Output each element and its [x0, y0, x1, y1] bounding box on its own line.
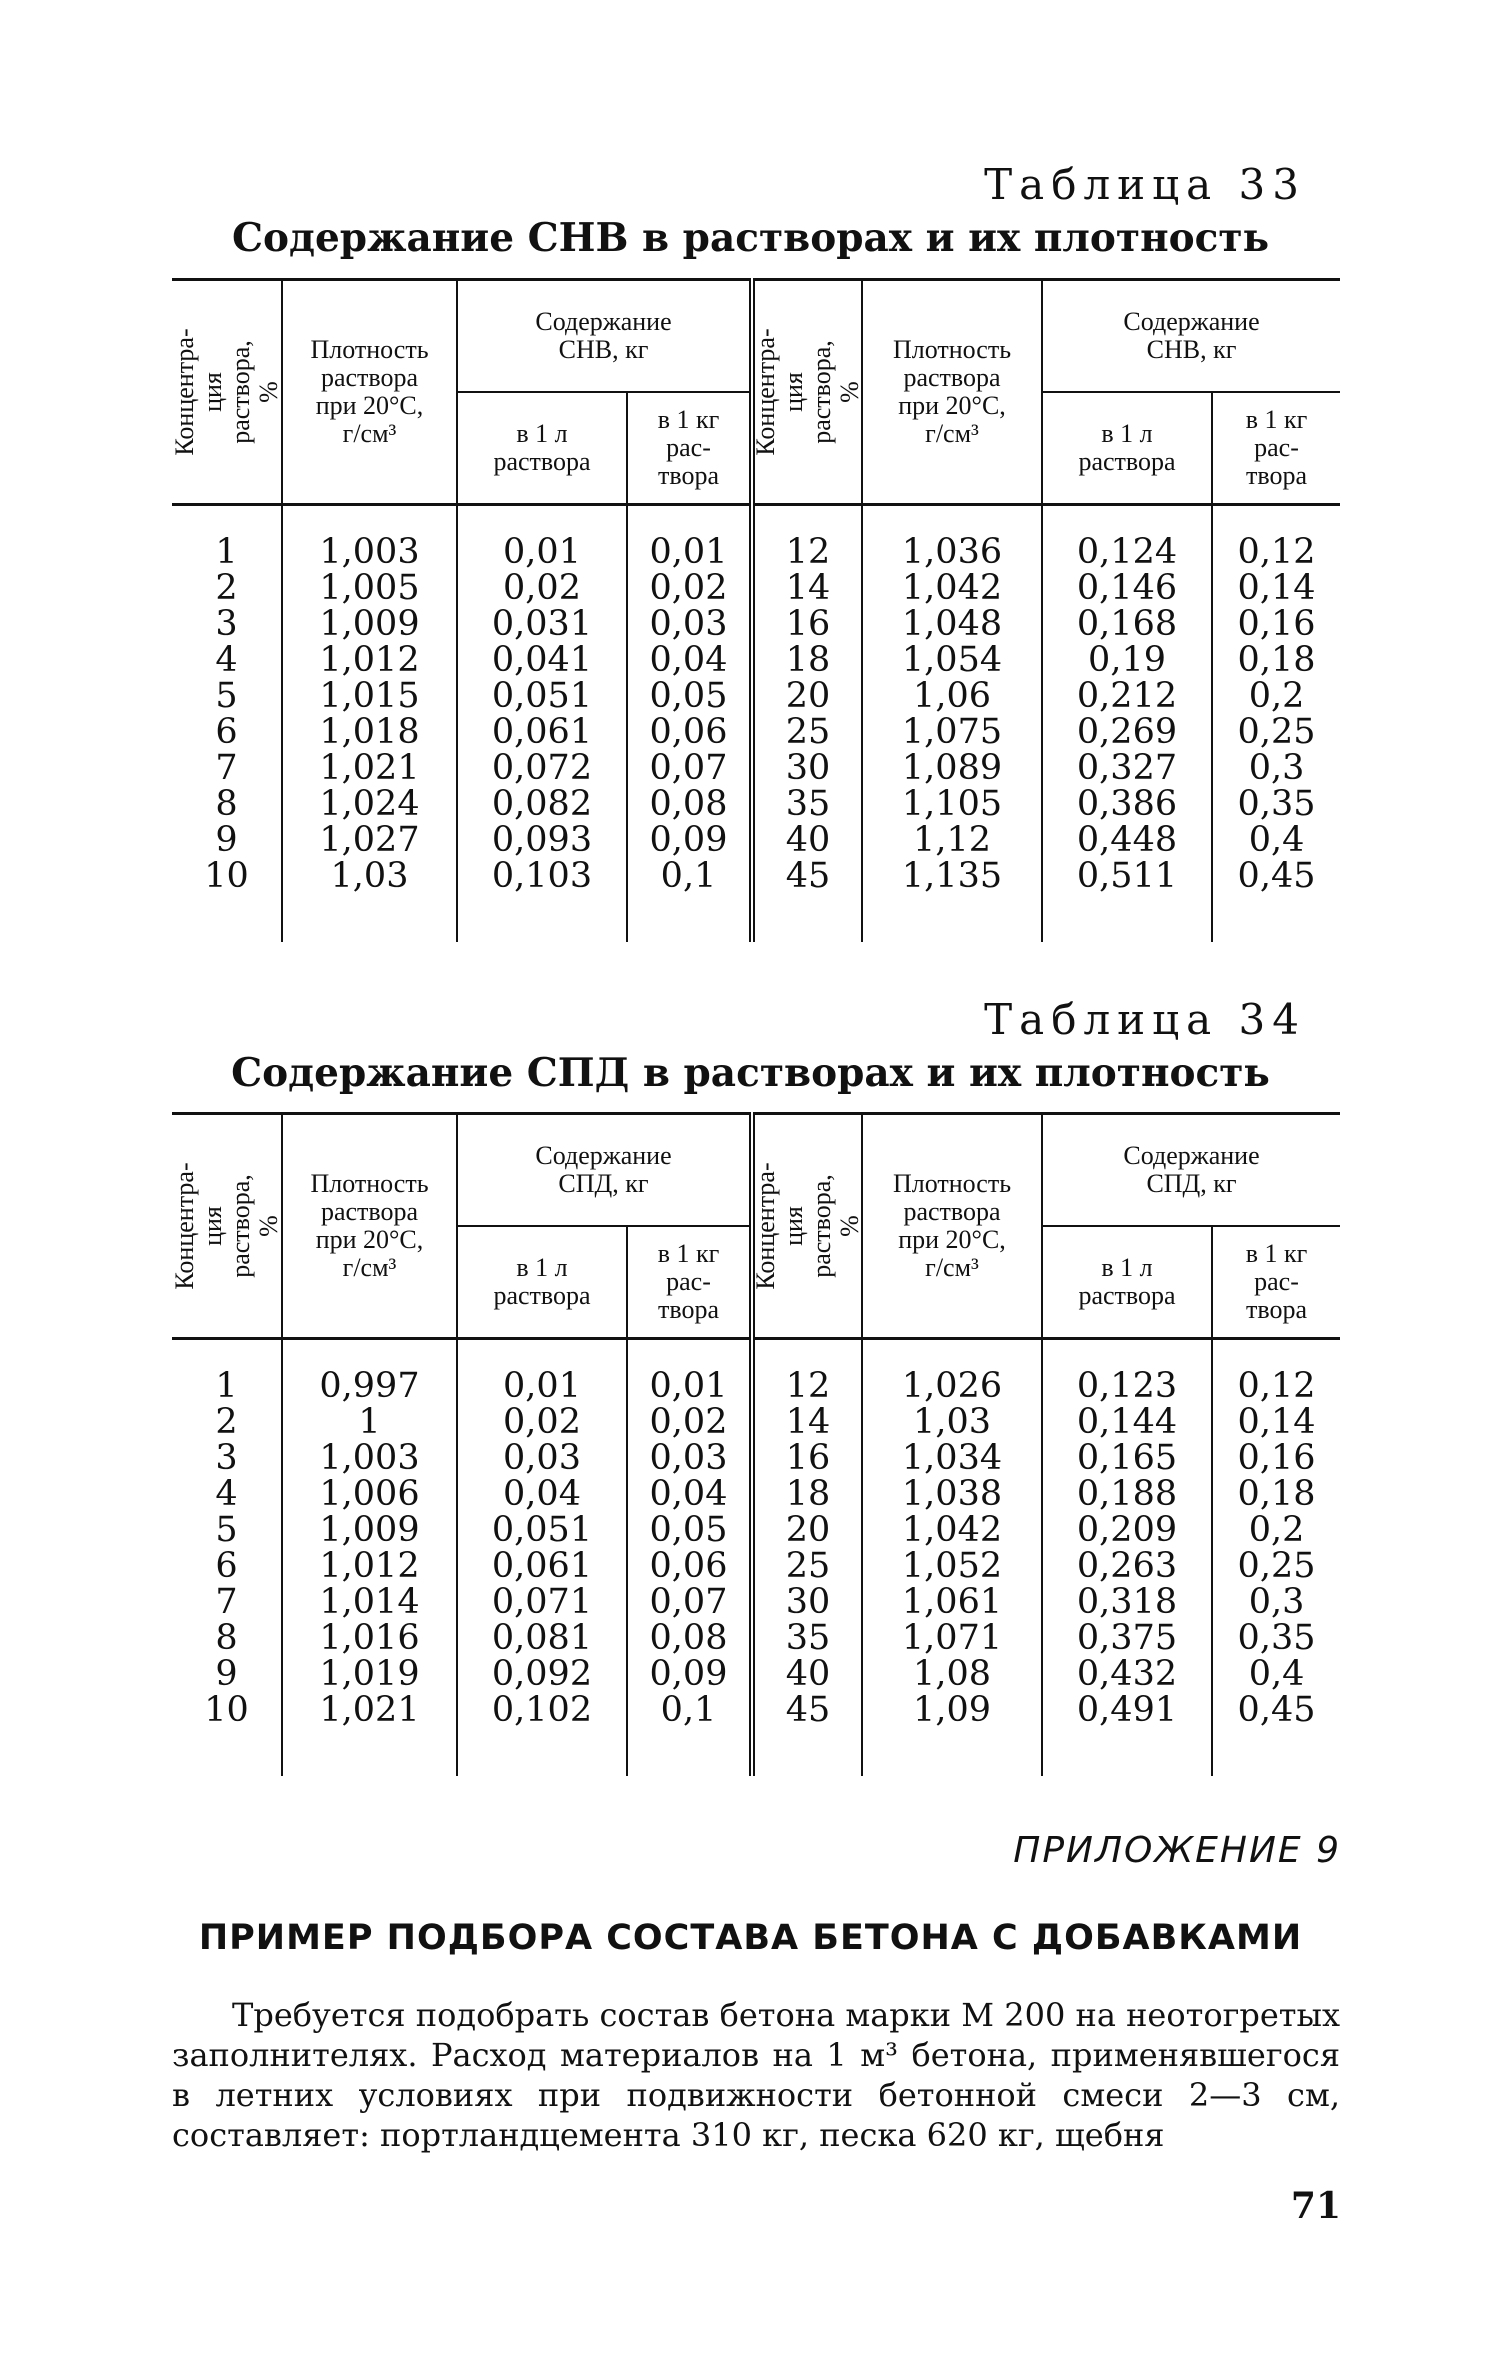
cell-per-liter: 0,102 — [457, 1692, 627, 1776]
cell-concentration-2: 18 — [752, 1476, 862, 1512]
cell-concentration: 9 — [215, 820, 238, 860]
cell-concentration: 5 — [215, 676, 238, 716]
table-row — [172, 678, 1340, 714]
header-per-liter-2: в 1 л раствора — [1042, 1226, 1212, 1339]
cell-concentration-2: 30 — [752, 1584, 862, 1620]
cell-per-kg: 0,02 — [627, 570, 752, 606]
cell-concentration-2: 25 — [752, 714, 862, 750]
cell-per-liter-2: 0,511 — [1042, 858, 1212, 942]
cell-concentration-2: 14 — [752, 570, 862, 606]
cell-density: 0,997 — [282, 1339, 457, 1405]
cell-per-liter-2: 0,146 — [1042, 570, 1212, 606]
table-row — [172, 1656, 1340, 1692]
table-row — [172, 1584, 1340, 1620]
cell-concentration-2: 30 — [752, 750, 862, 786]
cell-concentration-2: 40 — [752, 1656, 862, 1692]
header-concentration-2: Концентра- ция раствора, % — [752, 1114, 862, 1339]
cell-density: 1,003 — [282, 505, 457, 571]
cell-per-kg: 0,03 — [627, 1440, 752, 1476]
cell-concentration: 1 — [215, 1366, 238, 1406]
cell-concentration-2: 25 — [752, 1548, 862, 1584]
cell-per-kg: 0,09 — [627, 822, 752, 858]
cell-concentration: 1 — [215, 532, 238, 572]
table-row — [172, 1440, 1340, 1476]
cell-per-liter-2: 0,263 — [1042, 1548, 1212, 1584]
cell-density: 1,003 — [282, 1440, 457, 1476]
cell-density: 1,027 — [282, 822, 457, 858]
page-number: 71 — [1290, 2185, 1341, 2227]
header-density-2: Плотность раствора при 20°С, г/см³ — [862, 1114, 1042, 1339]
cell-per-kg-2: 0,4 — [1212, 822, 1340, 858]
cell-density-2: 1,048 — [862, 606, 1042, 642]
cell-concentration: 9 — [215, 1654, 238, 1694]
table-row — [172, 642, 1340, 678]
cell-density-2: 1,038 — [862, 1476, 1042, 1512]
cell-density: 1,012 — [282, 642, 457, 678]
cell-concentration: 4 — [215, 640, 238, 680]
cell-density-2: 1,042 — [862, 570, 1042, 606]
table-33-number: Таблица 33 — [984, 160, 1306, 209]
cell-per-kg: 0,06 — [627, 1548, 752, 1584]
cell-concentration-2: 18 — [752, 642, 862, 678]
cell-density-2: 1,08 — [862, 1656, 1042, 1692]
cell-density-2: 1,054 — [862, 642, 1042, 678]
cell-concentration: 2 — [215, 568, 238, 608]
cell-per-liter-2: 0,212 — [1042, 678, 1212, 714]
appendix-label: ПРИЛОЖЕНИЕ 9 — [1013, 1830, 1341, 1871]
cell-density-2: 1,071 — [862, 1620, 1042, 1656]
cell-density: 1,018 — [282, 714, 457, 750]
cell-density-2: 1,034 — [862, 1440, 1042, 1476]
table-row — [172, 1404, 1340, 1440]
cell-density: 1,006 — [282, 1476, 457, 1512]
cell-concentration-2: 45 — [752, 858, 862, 942]
cell-density-2: 1,03 — [862, 1404, 1042, 1440]
cell-concentration: 3 — [215, 1438, 238, 1478]
cell-density: 1,03 — [282, 858, 457, 942]
cell-concentration-2: 20 — [752, 678, 862, 714]
cell-concentration: 7 — [215, 748, 238, 788]
cell-concentration-2: 20 — [752, 1512, 862, 1548]
table-row — [172, 505, 1340, 571]
cell-concentration-2: 14 — [752, 1404, 862, 1440]
cell-per-kg: 0,07 — [627, 1584, 752, 1620]
cell-density-2: 1,075 — [862, 714, 1042, 750]
cell-per-kg: 0,01 — [627, 1339, 752, 1405]
cell-per-kg: 0,08 — [627, 1620, 752, 1656]
cell-concentration-2: 12 — [752, 1339, 862, 1405]
cell-concentration: 7 — [215, 1582, 238, 1622]
appendix-paragraph: Требуется подобрать состав бетона марки М 200 на неотогретых заполнителях. Расход материалов на 1 м³ бетона, применявшегося в летних условиях при подвижности бетонной смеси 2—3 см, составляет: портландцемента 310 кг, песка 620 кг, щебня — [172, 1996, 1340, 2154]
header-per-kg: в 1 кг рас- твора — [627, 1226, 752, 1339]
cell-concentration: 5 — [215, 1510, 238, 1550]
cell-per-kg-2: 0,12 — [1212, 1339, 1340, 1405]
cell-per-kg: 0,08 — [627, 786, 752, 822]
table-row — [172, 1620, 1340, 1656]
cell-per-liter: 0,092 — [457, 1656, 627, 1692]
table-row — [172, 1692, 1340, 1776]
cell-density: 1,014 — [282, 1584, 457, 1620]
cell-per-liter: 0,031 — [457, 606, 627, 642]
cell-density: 1,024 — [282, 786, 457, 822]
cell-per-liter-2: 0,168 — [1042, 606, 1212, 642]
cell-per-liter-2: 0,432 — [1042, 1656, 1212, 1692]
header-density: Плотность раствора при 20°С, г/см³ — [282, 1114, 457, 1339]
cell-per-liter-2: 0,144 — [1042, 1404, 1212, 1440]
cell-per-kg-2: 0,16 — [1212, 1440, 1340, 1476]
cell-per-kg: 0,01 — [627, 505, 752, 571]
cell-per-kg-2: 0,35 — [1212, 1620, 1340, 1656]
table-row — [172, 606, 1340, 642]
cell-per-liter-2: 0,188 — [1042, 1476, 1212, 1512]
cell-per-liter: 0,01 — [457, 1339, 627, 1405]
cell-density-2: 1,089 — [862, 750, 1042, 786]
cell-per-liter: 0,02 — [457, 570, 627, 606]
header-concentration: Концентра- ция раствора, % — [169, 1162, 283, 1290]
cell-per-kg-2: 0,16 — [1212, 606, 1340, 642]
header-per-kg-2: в 1 кг рас- твора — [1212, 1226, 1340, 1339]
cell-concentration: 2 — [215, 1402, 238, 1442]
cell-concentration: 6 — [215, 712, 238, 752]
cell-concentration-2: 40 — [752, 822, 862, 858]
cell-density-2: 1,12 — [862, 822, 1042, 858]
cell-per-kg: 0,1 — [627, 1692, 752, 1776]
table-row — [172, 714, 1340, 750]
cell-density-2: 1,105 — [862, 786, 1042, 822]
cell-concentration-2: 12 — [752, 505, 862, 571]
cell-density: 1,021 — [282, 750, 457, 786]
cell-concentration: 10 — [204, 1690, 249, 1730]
cell-per-liter: 0,082 — [457, 786, 627, 822]
cell-per-liter: 0,093 — [457, 822, 627, 858]
cell-per-liter-2: 0,375 — [1042, 1620, 1212, 1656]
appendix-heading: ПРИМЕР ПОДБОРА СОСТАВА БЕТОНА С ДОБАВКАМИ — [198, 1918, 1303, 1958]
cell-per-liter: 0,051 — [457, 1512, 627, 1548]
cell-per-liter: 0,051 — [457, 678, 627, 714]
cell-per-liter-2: 0,386 — [1042, 786, 1212, 822]
header-per-liter: в 1 л раствора — [457, 1226, 627, 1339]
cell-concentration-2: 35 — [752, 1620, 862, 1656]
cell-per-liter: 0,04 — [457, 1476, 627, 1512]
table-row — [172, 858, 1340, 942]
cell-per-kg: 0,03 — [627, 606, 752, 642]
table-row — [172, 750, 1340, 786]
header-per-liter: в 1 л раствора — [457, 392, 627, 505]
cell-per-liter-2: 0,448 — [1042, 822, 1212, 858]
cell-per-kg-2: 0,2 — [1212, 678, 1340, 714]
cell-per-liter-2: 0,19 — [1042, 642, 1212, 678]
cell-concentration: 4 — [215, 1474, 238, 1514]
cell-per-liter: 0,041 — [457, 642, 627, 678]
cell-density: 1,019 — [282, 1656, 457, 1692]
cell-density-2: 1,135 — [862, 858, 1042, 942]
cell-per-kg-2: 0,2 — [1212, 1512, 1340, 1548]
cell-per-kg: 0,07 — [627, 750, 752, 786]
cell-concentration-2: 16 — [752, 1440, 862, 1476]
cell-per-liter: 0,081 — [457, 1620, 627, 1656]
cell-concentration-2: 45 — [752, 1692, 862, 1776]
table-row — [172, 822, 1340, 858]
cell-density-2: 1,09 — [862, 1692, 1042, 1776]
cell-per-liter-2: 0,327 — [1042, 750, 1212, 786]
cell-per-kg-2: 0,4 — [1212, 1656, 1340, 1692]
cell-per-kg-2: 0,45 — [1212, 1692, 1340, 1776]
header-per-kg: в 1 кг рас- твора — [627, 392, 752, 505]
cell-per-kg: 0,02 — [627, 1404, 752, 1440]
cell-density-2: 1,052 — [862, 1548, 1042, 1584]
header-content-2: Содержание СПД, кг — [1042, 1114, 1340, 1227]
cell-concentration-2: 35 — [752, 786, 862, 822]
cell-concentration: 8 — [215, 1618, 238, 1658]
cell-per-liter-2: 0,318 — [1042, 1584, 1212, 1620]
cell-density: 1,016 — [282, 1620, 457, 1656]
cell-per-liter-2: 0,123 — [1042, 1339, 1212, 1405]
cell-density: 1,009 — [282, 1512, 457, 1548]
cell-per-liter: 0,071 — [457, 1584, 627, 1620]
cell-per-kg-2: 0,35 — [1212, 786, 1340, 822]
cell-per-kg: 0,09 — [627, 1656, 752, 1692]
cell-concentration: 6 — [215, 1546, 238, 1586]
cell-per-kg-2: 0,18 — [1212, 1476, 1340, 1512]
cell-per-kg: 0,1 — [627, 858, 752, 942]
cell-concentration: 10 — [204, 856, 249, 896]
header-density: Плотность раствора при 20°С, г/см³ — [282, 280, 457, 505]
cell-per-kg-2: 0,12 — [1212, 505, 1340, 571]
table-33-title: Содержание СНВ в растворах и их плотность — [231, 215, 1270, 261]
cell-per-liter: 0,061 — [457, 714, 627, 750]
cell-per-liter-2: 0,491 — [1042, 1692, 1212, 1776]
cell-per-kg-2: 0,3 — [1212, 1584, 1340, 1620]
cell-concentration: 3 — [215, 604, 238, 644]
cell-density: 1,021 — [282, 1692, 457, 1776]
header-per-kg-2: в 1 кг рас- твора — [1212, 392, 1340, 505]
header-density-2: Плотность раствора при 20°С, г/см³ — [862, 280, 1042, 505]
cell-per-kg: 0,05 — [627, 678, 752, 714]
cell-per-liter: 0,103 — [457, 858, 627, 942]
cell-per-kg-2: 0,25 — [1212, 1548, 1340, 1584]
table-row — [172, 1339, 1340, 1405]
cell-per-kg: 0,06 — [627, 714, 752, 750]
cell-per-liter-2: 0,269 — [1042, 714, 1212, 750]
table-34-number: Таблица 34 — [984, 995, 1306, 1044]
cell-per-kg: 0,05 — [627, 1512, 752, 1548]
cell-per-liter-2: 0,209 — [1042, 1512, 1212, 1548]
cell-density-2: 1,06 — [862, 678, 1042, 714]
cell-density: 1,015 — [282, 678, 457, 714]
cell-density-2: 1,042 — [862, 1512, 1042, 1548]
cell-per-kg-2: 0,25 — [1212, 714, 1340, 750]
header-content: Содержание СНВ, кг — [457, 280, 752, 393]
cell-density-2: 1,036 — [862, 505, 1042, 571]
cell-density-2: 1,026 — [862, 1339, 1042, 1405]
header-per-liter-2: в 1 л раствора — [1042, 392, 1212, 505]
cell-density: 1,005 — [282, 570, 457, 606]
cell-per-liter: 0,072 — [457, 750, 627, 786]
table-row — [172, 1548, 1340, 1584]
cell-per-liter-2: 0,124 — [1042, 505, 1212, 571]
cell-density-2: 1,061 — [862, 1584, 1042, 1620]
cell-per-liter: 0,02 — [457, 1404, 627, 1440]
cell-density: 1 — [282, 1404, 457, 1440]
table-row — [172, 1476, 1340, 1512]
cell-per-kg: 0,04 — [627, 1476, 752, 1512]
cell-per-kg-2: 0,45 — [1212, 858, 1340, 942]
cell-per-kg-2: 0,3 — [1212, 750, 1340, 786]
cell-concentration-2: 16 — [752, 606, 862, 642]
header-concentration-2: Концентра- ция раствора, % — [752, 280, 862, 505]
cell-per-kg-2: 0,14 — [1212, 570, 1340, 606]
cell-per-kg-2: 0,18 — [1212, 642, 1340, 678]
table-row — [172, 570, 1340, 606]
cell-concentration: 8 — [215, 784, 238, 824]
table-33 — [169, 278, 1340, 942]
cell-per-liter: 0,061 — [457, 1548, 627, 1584]
header-content: Содержание СПД, кг — [457, 1114, 752, 1227]
cell-per-kg-2: 0,14 — [1212, 1404, 1340, 1440]
table-34-title: Содержание СПД в растворах и их плотность — [231, 1050, 1270, 1096]
header-content-2: Содержание СНВ, кг — [1042, 280, 1340, 393]
table-34 — [169, 1112, 1340, 1776]
table-row — [172, 1512, 1340, 1548]
cell-density: 1,012 — [282, 1548, 457, 1584]
cell-per-kg: 0,04 — [627, 642, 752, 678]
cell-per-liter-2: 0,165 — [1042, 1440, 1212, 1476]
cell-density: 1,009 — [282, 606, 457, 642]
header-concentration: Концентра- ция раствора, % — [169, 328, 283, 456]
table-row — [172, 786, 1340, 822]
cell-per-liter: 0,03 — [457, 1440, 627, 1476]
cell-per-liter: 0,01 — [457, 505, 627, 571]
